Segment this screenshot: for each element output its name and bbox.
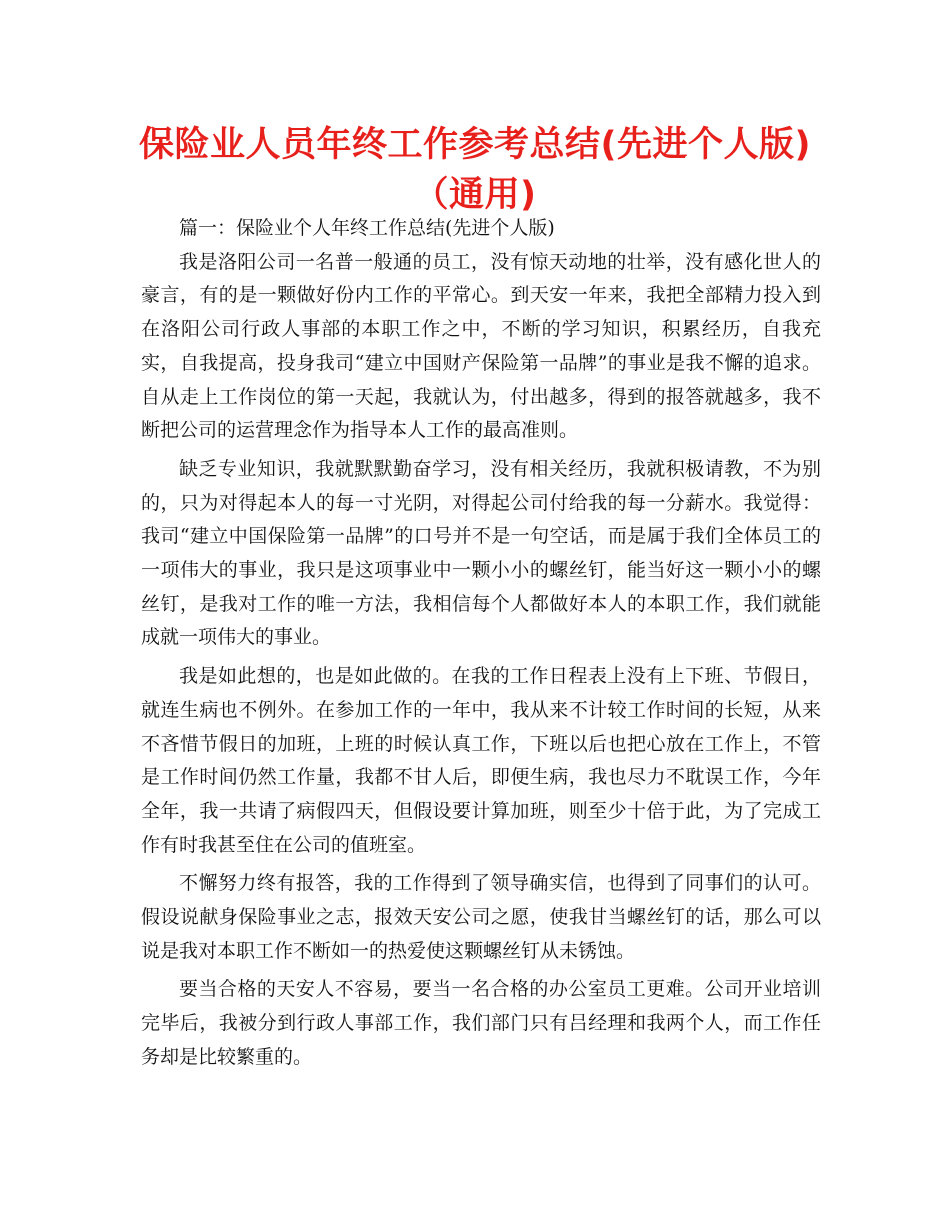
body-paragraph: 我是如此想的，也是如此做的。在我的工作日程表上没有上下班、节假日，就连生病也不例外。在参加工作的一年中，我从来不计较工作时间的长短，从来不吝惜节假日的加班，上班的时候认真工作，下班以后也把心放在工作上，不管是工作时间仍然工作量，我都不甘人后，即便生病，我也尽力不耽误工作，今年全年，我一共请了病假四天，但假设要计算加班，则至少十倍于此，为了完成工作有时我甚至住在公司的值班室。 (141, 665, 821, 856)
body-paragraph: 要当合格的天安人不容易，要当一名合格的办公室员工更难。公司开业培训完毕后，我被分到行政人事部工作，我们部门只有吕经理和我两个人，而工作任务却是比较繁重的。 (141, 978, 821, 1068)
body-paragraph: 缺乏专业知识，我就默默勤奋学习，没有相关经历，我就积极请教，不为别的，只为对得起本人的每一寸光阴，对得起公司付给我的每一分薪水。我觉得：我司“建立中国保险第一品牌”的口号并不是一句空话，而是属于我们全体员工的一项伟大的事业，我只是这项事业中一颗小小的螺丝钉，能当好这一颗小小的螺丝钉，是我对工作的唯一方法，我相信每个人都做好本人的本职工作，我们就能成就一项伟大的事业。 (141, 457, 821, 649)
body-paragraph: 我是洛阳公司一名普一般通的员工，没有惊天动地的壮举，没有感化世人的豪言，有的是一颗做好份内工作的平常心。到天安一年来，我把全部精力投入到在洛阳公司行政人事部的本职工作之中，不断的学习知识，积累经历，自我充实，自我提高，投身我司“建立中国财产保险第一品牌”的事业是我不懈的追求。自从走上工作岗位的第一天起，我就认为，付出越多，得到的报答就越多，我不断把公司的运营理念作为指导本人工作的最高准则。 (141, 250, 821, 442)
section-heading: 篇一：保险业个人年终工作总结(先进个人版) (179, 217, 555, 239)
document-body (141, 212, 821, 1080)
body-paragraph: 不懈努力终有报答，我的工作得到了领导确实信，也得到了同事们的认可。假设说献身保险事业之志，报效天安公司之愿，使我甘当螺丝钉的话，那么可以说是我对本职工作不断如一的热爱使这颗螺丝钉从未锈蚀。 (141, 872, 821, 962)
document-title: 保险业人员年终工作参考总结(先进个人版)（通用) (139, 125, 811, 215)
